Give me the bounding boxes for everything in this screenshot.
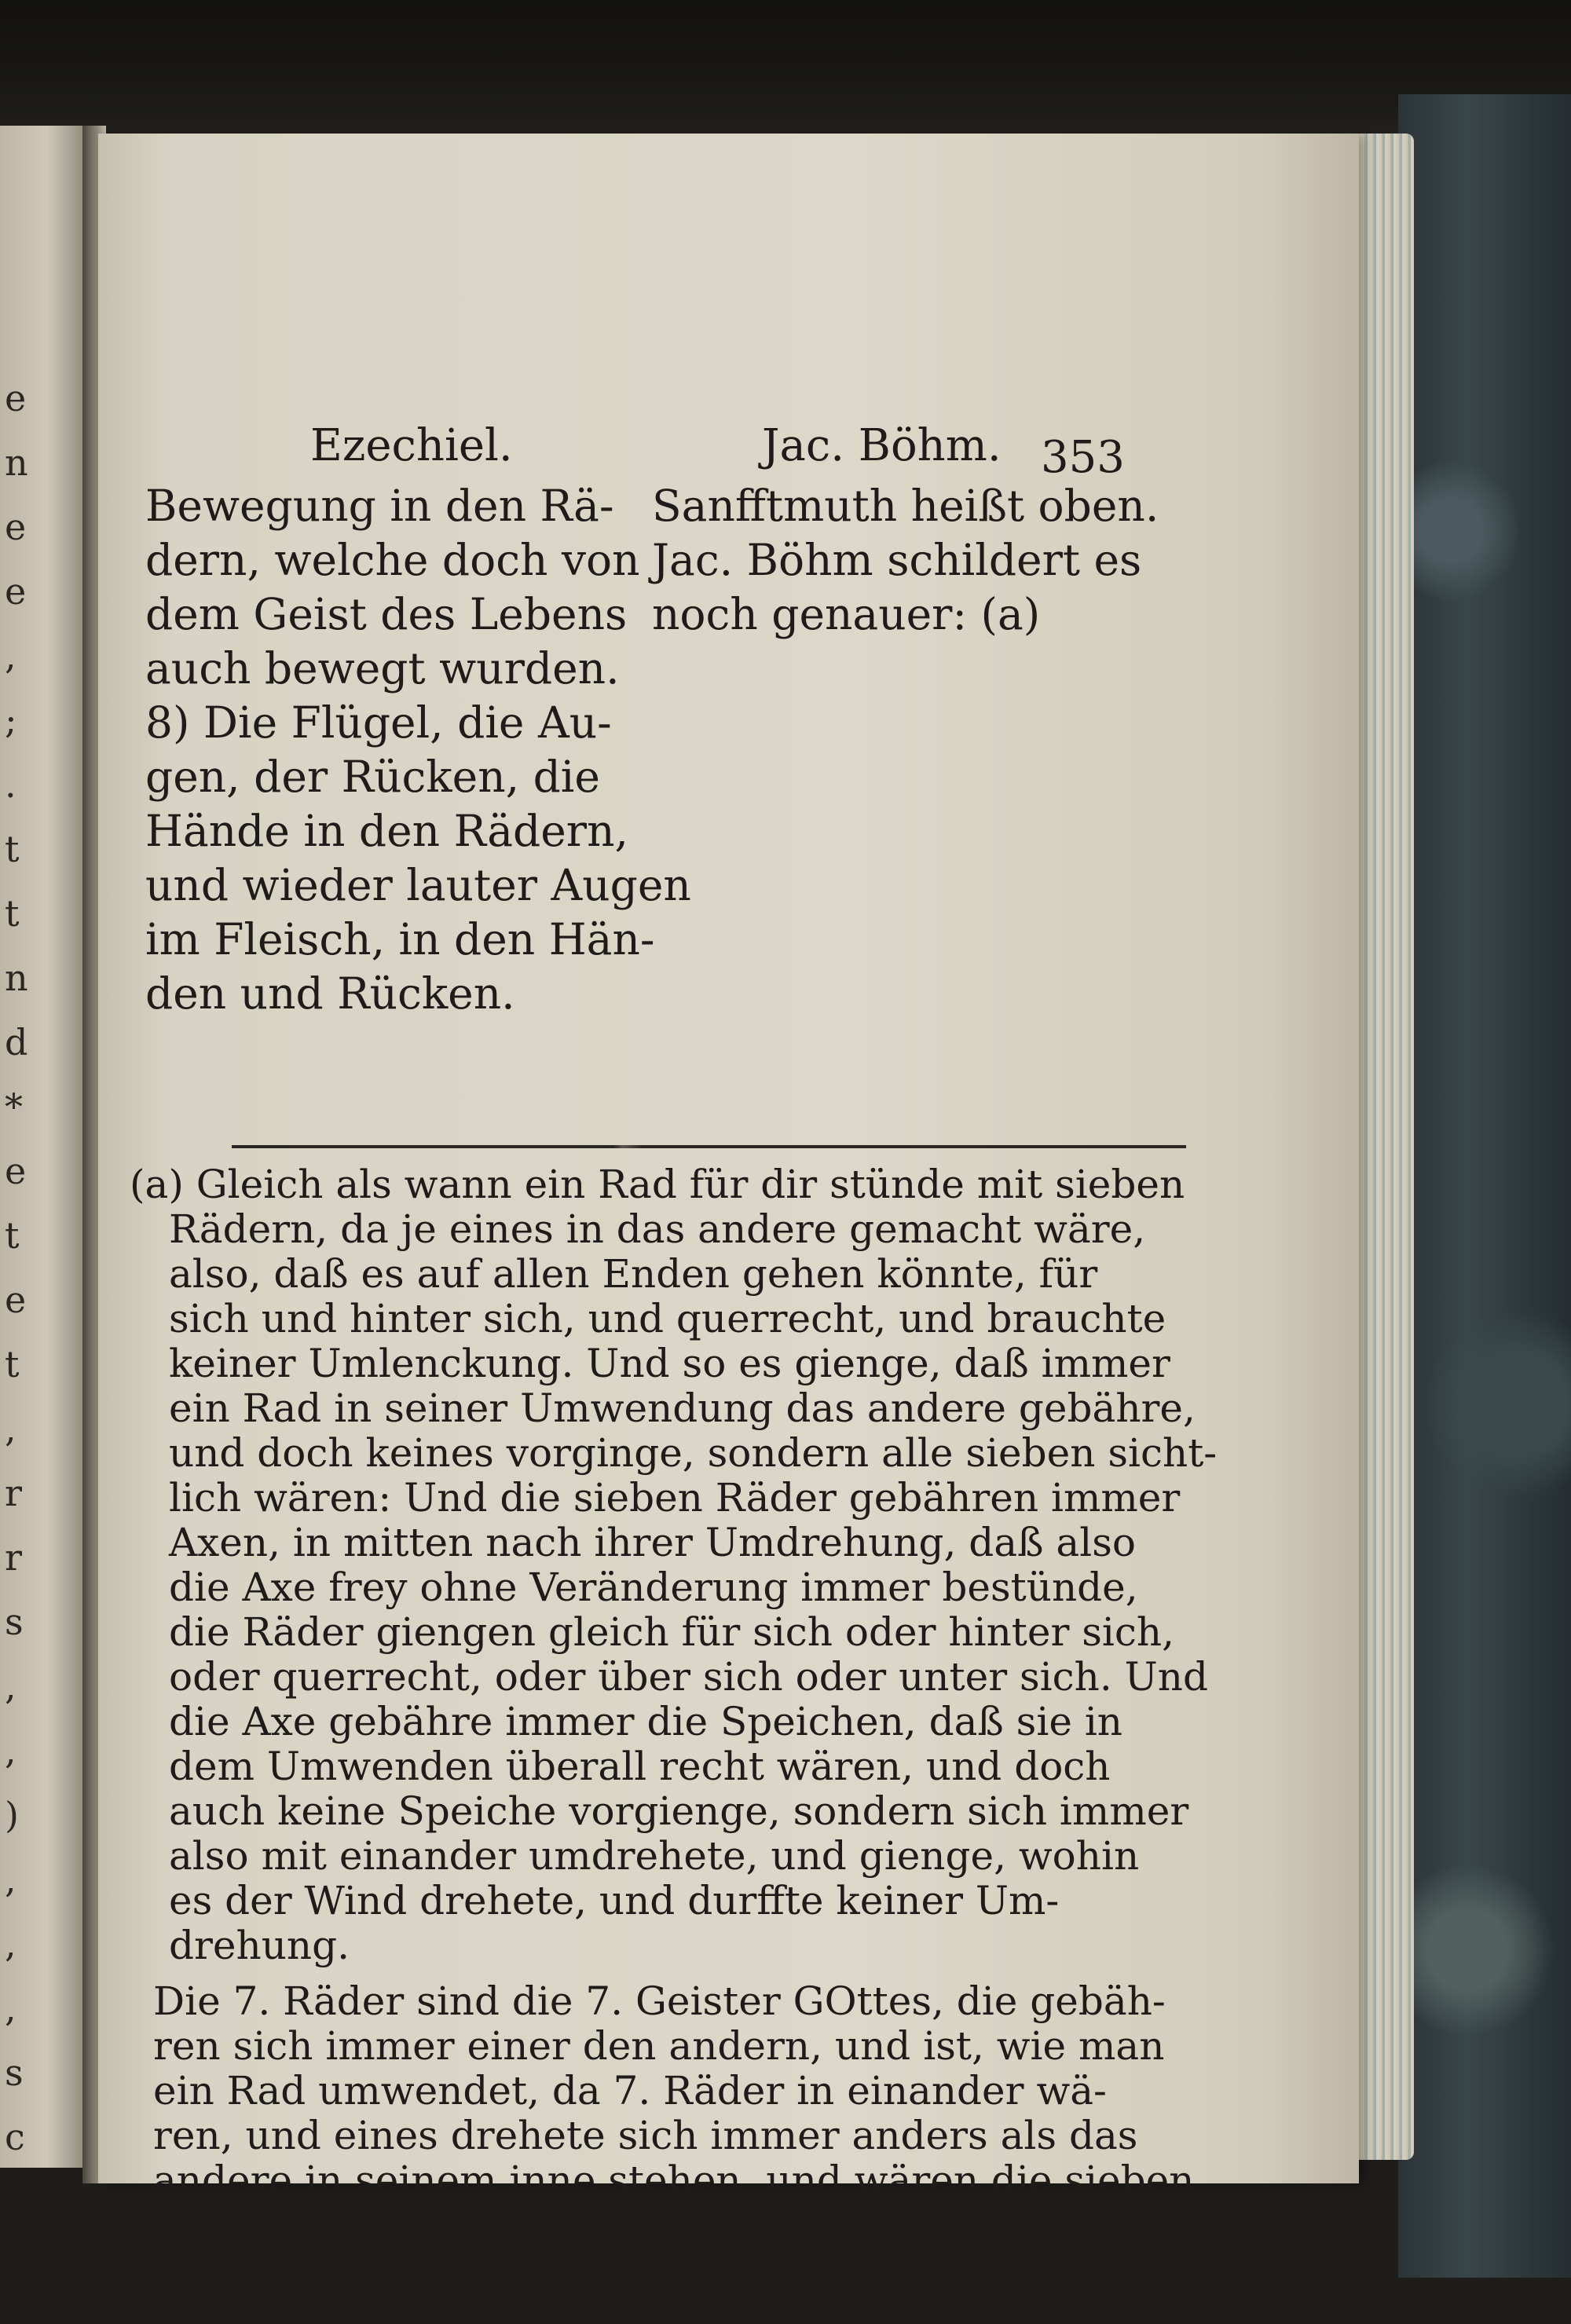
facing-page-letter: , [5, 1858, 16, 1901]
footnote-line: Rädern, da je eines in das andere gemacht wäre, [169, 1206, 1146, 1252]
facing-page-letter: , [5, 1923, 16, 1965]
facing-page-letter: e [5, 570, 27, 613]
footnote-line: und doch keines vorginge, sondern alle sieben sicht- [169, 1430, 1218, 1476]
facing-page-letter: t [5, 828, 20, 870]
body-line: ren, und eines drehete sich immer anders als das [153, 2113, 1138, 2158]
facing-page-letter: * [5, 1085, 23, 1128]
running-head-left: Ezechiel. [310, 420, 513, 471]
text-line: dem Geist des Lebens [145, 589, 628, 639]
facing-page-letter: , [5, 1665, 16, 1707]
facing-page-letter: s [5, 1601, 24, 1643]
facing-page-letter: n [5, 957, 28, 999]
text-line: auch bewegt wurden. [145, 643, 620, 694]
facing-page-letter: e [5, 377, 27, 419]
text-line: Jac. Böhm schildert es [652, 535, 1142, 585]
text-line: den und Rücken. [145, 968, 515, 1019]
text-line: dern, welche doch von [145, 535, 640, 585]
facing-page-letter: , [5, 1407, 16, 1450]
footnote-line: keiner Umlenckung. Und so es gienge, daß immer [169, 1341, 1170, 1386]
text-line: 8) Die Flügel, die Au- [145, 697, 612, 748]
footnote-line: sich und hinter sich, und querrecht, und brauchte [169, 1296, 1166, 1341]
facing-page-letter: . [5, 763, 16, 806]
catchword: da [1041, 2249, 1089, 2295]
text-line: und wieder lauter Augen [145, 860, 691, 910]
facing-page-letter: e [5, 506, 27, 548]
footnote-line: oder querrecht, oder über sich oder unter sich. Und [169, 1654, 1208, 1700]
body-line: ren sich immer einer den andern, und ist, wie man [153, 2023, 1165, 2069]
footnote-line: Axen, in mitten nach ihrer Umdrehung, daß also [169, 1520, 1136, 1565]
facing-page-letter: , [5, 1729, 16, 1772]
footnote-line: also, daß es auf allen Enden gehen könnte, für [169, 1251, 1098, 1297]
body-line: Räder in einander gefälget wie eine runde Kugel, [153, 2202, 1139, 2248]
text-line: Bewegung in den Rä- [145, 481, 614, 531]
footnote-line: (a) Gleich als wann ein Rad für dir stünde mit sieben [130, 1162, 1185, 1207]
footnote-line: auch keine Speiche vorgienge, sondern sich immer [169, 1788, 1189, 1834]
facing-page-letter: , [5, 1987, 16, 2029]
facing-page-letter: ; [5, 699, 17, 741]
facing-page-letter: n [5, 441, 28, 484]
facing-page-letter: ) [5, 1794, 19, 1836]
footnote-line: es der Wind drehete, und durffte keiner Um- [169, 1878, 1060, 1923]
footnote-line: drehung. [169, 1923, 350, 1968]
facing-page-letter: s [5, 2051, 24, 2094]
text-line: im Fleisch, in den Hän- [145, 914, 655, 964]
signature-mark: Z [585, 2249, 613, 2295]
footnote-rule [232, 1145, 1186, 1148]
facing-page-letter: t [5, 892, 20, 935]
text-line: Sanfftmuth heißt oben. [652, 481, 1159, 531]
facing-page-letter: t [5, 1343, 20, 1385]
text-line: noch genauer: (a) [652, 589, 1041, 639]
facing-page-letter: e [5, 1279, 27, 1321]
footnote-line: die Axe gebähre immer die Speichen, daß sie in [169, 1699, 1123, 1744]
book-page [98, 134, 1359, 2295]
footnote-line: die Axe frey ohne Veränderung immer bestünde, [169, 1565, 1138, 1610]
facing-page-letter: , [5, 635, 16, 677]
facing-page-letter: c [5, 2116, 25, 2158]
text-line: gen, der Rücken, die [145, 752, 600, 802]
footnote-line: ein Rad in seiner Umwendung das andere gebähre, [169, 1385, 1196, 1431]
text-line: Hände in den Rädern, [145, 806, 628, 856]
facing-page-letter: d [5, 1021, 28, 1063]
footnote-line: dem Umwenden überall recht wären, und doch [169, 1744, 1111, 1789]
footnote-line: die Räder giengen gleich für sich oder hinter sich, [169, 1609, 1175, 1655]
page-number: 353 [1041, 432, 1125, 483]
body-line: ein Rad umwendet, da 7. Räder in einander wä- [153, 2068, 1107, 2114]
facing-page-letter: e [5, 1150, 27, 1192]
body-line: andere in seinem inne stehen, und wären die sieben [153, 2157, 1195, 2203]
footnote-line: lich wären: Und die sieben Räder gebähren immer [169, 1475, 1181, 1521]
facing-page-fragment [0, 126, 86, 2168]
running-head-right: Jac. Böhm. [762, 420, 1002, 471]
body-line: Die 7. Räder sind die 7. Geister GOttes, die gebäh- [153, 1978, 1166, 2024]
book-cover-marbled [1398, 94, 1571, 2278]
facing-page-letter: t [5, 1214, 20, 1257]
facing-page-letter: r [5, 1536, 22, 1579]
facing-page-letter: r [5, 1472, 22, 1514]
footnote-line: also mit einander umdrehete, und gienge, wohin [169, 1833, 1140, 1879]
